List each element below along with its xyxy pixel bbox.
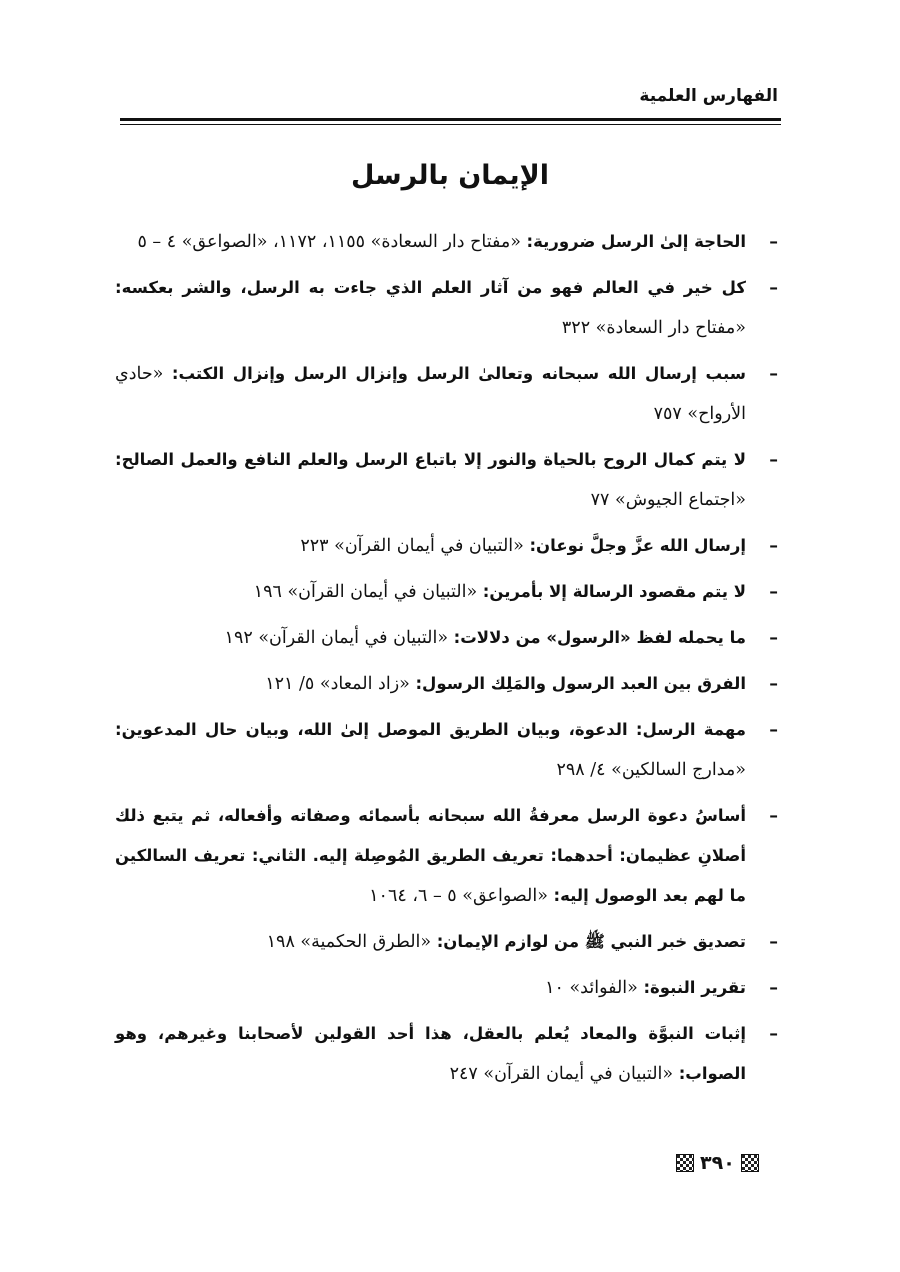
entry-dash: – [769,450,778,470]
index-entry [115,664,780,704]
index-entry [115,968,780,1008]
entry-reference: «الطرق الحكمية» ١٩٨ [266,932,432,952]
entry-reference: «الصواعق» ٥ – ٦، ١٠٦٤ [369,886,548,906]
ornament-right-icon [741,1154,759,1172]
entry-reference: «التبيان في أيمان القرآن» ١٩٢ [224,628,449,648]
section-title: الإيمان بالرسل [350,160,550,191]
entry-dash: – [769,232,778,252]
index-entry [115,922,780,962]
page-number: ٣٩٠ [700,1152,735,1174]
entry-dash: – [769,582,778,602]
entry-reference: «مفتاح دار السعادة» ١١٥٥، ١١٧٢، «الصواعق» ٤ – ٥ [137,232,521,252]
entry-dash: – [769,278,778,298]
entry-reference: «التبيان في أيمان القرآن» ٢٤٧ [449,1064,674,1084]
entry-topic: سبب إرسال الله سبحانه وتعالىٰ الرسل وإنزال الرسل وإنزال الكتب: [171,364,746,383]
entry-reference: «مفتاح دار السعادة» ٣٢٢ [561,318,746,338]
entry-topic: ما يحمله لفظ «الرسول» من دلالات: [453,628,746,647]
entry-topic: تقرير النبوة: [643,978,746,997]
entry-reference: «التبيان في أيمان القرآن» ١٩٦ [253,582,478,602]
index-entry [115,796,780,916]
entry-topic: الحاجة إلىٰ الرسل ضرورية: [526,232,746,251]
entry-topic: مهمة الرسل: الدعوة، وبيان الطريق الموصل إلىٰ الله، وبيان حال المدعوين: [115,720,746,739]
index-entry [115,572,780,612]
entry-dash: – [769,536,778,556]
entry-topic: تصديق خبر النبي ﷺ من لوازم الإيمان: [436,932,746,951]
entry-reference: «اجتماع الجيوش» ٧٧ [590,490,746,510]
running-head: الفهارس العلمية [639,86,778,106]
entry-dash: – [769,674,778,694]
index-entry [115,440,780,520]
index-entry [115,618,780,658]
entry-dash: – [769,978,778,998]
entry-topic: أساسُ دعوة الرسل معرفةُ الله سبحانه بأسمائه وصفاته وأفعاله، ثم يتبع ذلك أصلانِ عظيمان: أحدهما: تعريف الطريق المُوصِلة إليه. الثاني: تعريف السالكين ما لهم بعد الوصول إليه: [115,806,746,905]
entry-dash: – [769,1024,778,1044]
index-entry-list [115,222,780,1094]
index-entry [115,268,780,348]
entry-reference: «مدارج السالكين» ٤/ ٢٩٨ [556,760,746,780]
header-rule-thin [120,124,781,125]
entry-topic: لا يتم مقصود الرسالة إلا بأمرين: [482,582,746,601]
page-number-block [676,1152,759,1174]
header-rule-thick [120,118,781,121]
index-entry [115,526,780,566]
index-entry [115,1014,780,1094]
entry-dash: – [769,628,778,648]
entry-reference: «الفوائد» ١٠ [545,978,638,998]
entry-dash: – [769,806,778,826]
entry-reference: «حادي الأرواح» ٧٥٧ [115,364,746,424]
entry-topic: إثبات النبوَّة والمعاد يُعلم بالعقل، هذا أحد القولين لأصحابنا وغيرهم، وهو الصواب: [115,1024,746,1083]
entry-topic: الفرق بين العبد الرسول والمَلِك الرسول: [415,674,746,693]
entry-dash: – [769,932,778,952]
index-entry [115,222,780,262]
entry-dash: – [769,364,778,384]
entry-topic: لا يتم كمال الروح بالحياة والنور إلا باتباع الرسل والعلم النافع والعمل الصالح: [115,450,746,469]
ornament-left-icon [676,1154,694,1172]
index-entry [115,710,780,790]
entry-reference: «التبيان في أيمان القرآن» ٢٢٣ [300,536,524,556]
entry-dash: – [769,720,778,740]
entry-topic: إرسال الله عزَّ وجلَّ نوعان: [529,536,746,555]
entry-reference: «زاد المعاد» ٥/ ١٢١ [265,674,410,694]
entry-topic: كل خير في العالم فهو من آثار العلم الذي جاءت به الرسل، والشر بعكسه: [115,278,746,297]
index-entry [115,354,780,434]
